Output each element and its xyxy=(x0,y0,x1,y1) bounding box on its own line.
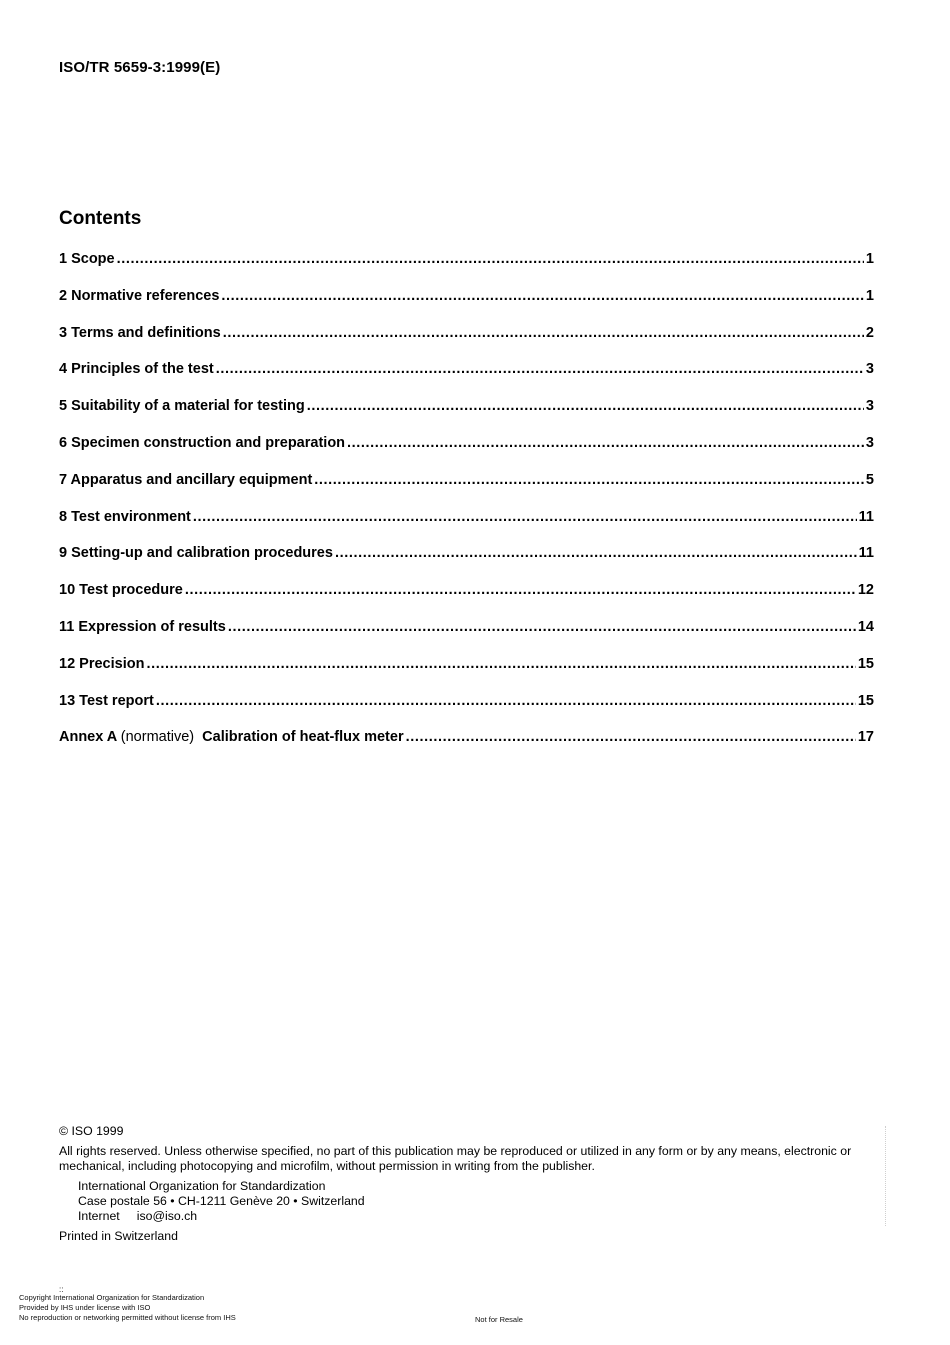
toc-entry-annex[interactable] xyxy=(59,729,874,766)
footer-not-for-resale: Not for Resale xyxy=(475,1315,523,1324)
footer-provided-line: Provided by IHS under license with ISO xyxy=(19,1303,151,1312)
toc-leader-dots xyxy=(307,398,864,414)
toc-entry-page: 11 xyxy=(858,508,874,525)
toc-entry-page: 15 xyxy=(857,692,874,709)
toc-entry-title: 7 Apparatus and ancillary equipment xyxy=(59,471,313,488)
toc-entry[interactable] xyxy=(59,435,874,472)
table-of-contents xyxy=(59,251,874,766)
rights-statement: All rights reserved. Unless otherwise specified, no part of this publication may be reproduced or utilized in any form or by any means, electronic or mechanical, including photocopying and microfilm, without permission in writing from the publisher. xyxy=(59,1144,852,1173)
annex-title: Calibration of heat-flux meter xyxy=(202,729,404,746)
toc-leader-dots xyxy=(314,472,864,488)
toc-leader-dots xyxy=(335,545,857,561)
toc-entry[interactable] xyxy=(59,693,874,730)
toc-entry-title: 8 Test environment xyxy=(59,508,191,525)
toc-leader-dots xyxy=(221,288,864,304)
toc-entry-page: 3 xyxy=(865,361,874,378)
toc-leader-dots xyxy=(228,619,856,635)
toc-entry[interactable] xyxy=(59,325,874,362)
toc-entry-page: 1 xyxy=(865,251,874,267)
toc-entry[interactable] xyxy=(59,288,874,325)
toc-entry[interactable] xyxy=(59,582,874,619)
copyright-block xyxy=(59,1124,879,1244)
toc-entry[interactable] xyxy=(59,361,874,398)
toc-entry-title: 11 Expression of results xyxy=(59,618,226,635)
toc-entry-page: 3 xyxy=(865,398,874,415)
footer-copyright-line: Copyright International Organization for Standardization xyxy=(19,1293,205,1302)
toc-entry-page: 1 xyxy=(865,287,874,304)
toc-entry[interactable] xyxy=(59,545,874,582)
toc-entry-page: 15 xyxy=(857,655,874,672)
toc-entry-title: 9 Setting-up and calibration procedures xyxy=(59,545,333,562)
org-internet xyxy=(59,1209,879,1224)
toc-entry[interactable] xyxy=(59,509,874,546)
toc-entry-page: 11 xyxy=(858,545,874,562)
org-address: Case postale 56 • CH-1211 Genève 20 • Switzerland xyxy=(78,1194,365,1208)
toc-entry-page: 3 xyxy=(865,434,874,451)
toc-leader-dots xyxy=(347,435,864,451)
toc-leader-dots xyxy=(146,656,855,672)
toc-leader-dots xyxy=(406,729,856,745)
org-name: International Organization for Standardization xyxy=(78,1179,326,1193)
toc-entry-page: 14 xyxy=(857,618,874,635)
toc-leader-dots xyxy=(185,582,856,598)
toc-entry-title: 4 Principles of the test xyxy=(59,361,214,378)
toc-entry-title: 2 Normative references xyxy=(59,287,220,304)
internet-label: Internet xyxy=(78,1209,120,1223)
copyright-notice: © ISO 1999 xyxy=(59,1124,124,1138)
footer-reproduction-line: No reproduction or networking permitted without license from IHS xyxy=(19,1313,236,1322)
toc-entry-title: 10 Test procedure xyxy=(59,582,183,599)
internet-email[interactable]: iso@iso.ch xyxy=(136,1209,198,1223)
margin-marks xyxy=(885,1126,890,1226)
toc-entry[interactable] xyxy=(59,472,874,509)
toc-entry[interactable] xyxy=(59,656,874,693)
toc-leader-dots xyxy=(156,693,856,709)
toc-entry-page: 5 xyxy=(865,471,874,488)
annex-type: (normative) xyxy=(120,729,195,746)
toc-leader-dots xyxy=(216,361,864,377)
toc-entry[interactable] xyxy=(59,619,874,656)
toc-entry-title: 3 Terms and definitions xyxy=(59,324,221,341)
toc-entry-title: 13 Test report xyxy=(59,692,154,709)
toc-entry[interactable] xyxy=(59,251,874,288)
toc-annex-title xyxy=(59,729,404,745)
toc-entry-page: 12 xyxy=(857,582,874,599)
toc-leader-dots xyxy=(193,509,857,525)
toc-leader-dots xyxy=(223,325,864,341)
toc-entry-title: 12 Precision xyxy=(59,655,145,672)
toc-entry[interactable] xyxy=(59,398,874,435)
toc-entry-title: 5 Suitability of a material for testing xyxy=(59,398,305,415)
toc-entry-title: 1 Scope xyxy=(59,251,115,267)
toc-entry-title: 6 Specimen construction and preparation xyxy=(59,434,346,451)
toc-entry-page: 17 xyxy=(857,729,874,746)
contents-heading: Contents xyxy=(59,208,142,229)
toc-entry-page: 2 xyxy=(865,324,874,341)
printed-in: Printed in Switzerland xyxy=(59,1229,178,1243)
annex-prefix: Annex A xyxy=(59,729,117,746)
footer-tick-mark: :: xyxy=(59,1285,64,1294)
document-id: ISO/TR 5659-3:1999(E) xyxy=(59,59,221,76)
license-footer xyxy=(19,1287,236,1323)
toc-leader-dots xyxy=(117,251,864,267)
